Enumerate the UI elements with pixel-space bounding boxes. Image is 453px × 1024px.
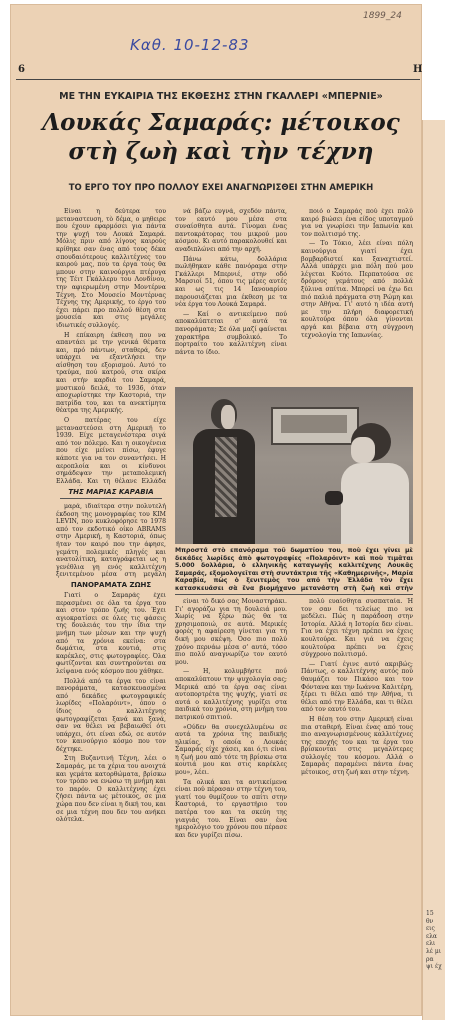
article-column-2 [175,208,287,385]
article-column-1-lower [56,592,166,1004]
adjacent-strip-text: 15 θν εις ελα ελι λέ μι ρα ψι έχ [426,910,442,971]
paragraph: νά βάζω ευγνά, σχεδόν πάντα, τον εαυτό μου μέσα στα συναίσθητα αυτά. Γίνομαι ένας παντοκράτορας του μικρού μου κόσμου. Κι αυτό παρακολουθεί και αναδιπλώνει από την αρχή. [175,208,287,253]
paragraph: «Ούδεν θα συνεχελλυμένω σε αυτά τα χρόνια της παιδικής ηλικίας, η οποία ο Λουκάς Σαμαράς είχε χάσει, και ό,τι είναι η ζωή μου από τότε τη βρίσκω στα κουτιά μου και στις καρέκλες μου», λέει. [175,723,287,777]
headline [22,108,420,166]
subhead: ΤΟ ΕΡΓΟ ΤΟΥ ΠΡΟ ΠΟΛΛΟΥ ΕΧΕΙ ΑΝΑΓΝΩΡΙΣΘΕΙ ΣΤΗΝ ΑΜΕΡΙΚΗ [68,183,374,193]
paragraph: Στη Βυζαντινή Τέχνη, λέει ο Σαμαράς, με τα χέρια του ανοιχτά και γεμάτα κατορθώματα, βρίσκω τον τρόπο να ενώσω τη μνήμη και το παρόν. Ο καλλιτέχνης έχει ζήσει πάντα ως μέτοικος, σε μια χώρα που δεν είναι η δική του, και σε μια τέχνη που δεν του ανήκει ολότελα. [56,755,166,824]
paragraph: Τα ολικά και τα αντικείμενα είναι πού πέρασαν στην τέχνη του, γιατί του θυμίζουν το σπίτι στην Καστοριά, το εργαστήριο του πατέρα του και τα σκεύη της γιαγιάς του. Είναι σαν ένα ημερολόγιο του χρόνου που πέρασε και δεν γυρίζει πίσω. [175,778,287,839]
paragraph: πολύ ευαίσθητα συσπαταία. Ή τον σαν δει τελείως πιο να μεδέλει. Πώς η παράδοση στην Ιστορία. Αλλά η Ιστορία δεν είναι. Για να έχει τέχνη πρέπει να έχεις κουλτούρα. Και γιά να έχεις κουλτούρα πρέπει να έχεις σύγχρονο πολιτισμό. [301,598,413,659]
article-column-3 [301,208,413,385]
handwritten-reference: 1899_24 [363,11,402,21]
caption-rule [175,594,413,595]
paragraph: Πολλά από τα έργα του είναι πανοράματα, κατασκευασμένα από δεκάδες φωτογραφικές λωρίδες «Πολαρόιντ», όπου ο ίδιος ο καλλιτέχνης φωτογραφίζεται ξανά και ξανά, σαν να θέλει να βεβαιωθεί ότι υπάρχει, ότι είναι εδώ, σε αυτόν τον καινούργιο κόσμο που τον δέχτηκε. [56,677,166,753]
section-heading: ΠΑΝΟΡΑΜΑΤΑ ΖΩΗΣ [70,581,152,589]
handwritten-date: Καθ. 10-12-83 [130,36,250,54]
byline: ΤΗΣ ΜΑΡΙΑΣ ΚΑΡΑΒΙΑ [68,488,154,496]
plaid-shirt [215,437,237,517]
byline-rule [60,498,162,499]
paragraph: είναι τὸ δικό σας Μοναστηράκι. Γι' αγοράζω για τη δουλειά μου. Χωρίς να ξέρω πώς θα τα χρησιμοποιώ, σε αυτά. Μερικές φορές η αφαίρεση γίνεται για τη δική μου σκέψη. Όσο πιο πολύ χρόνο περνάω μέσα σ' αυτά, τόσο πιο πολύ αναγνωρίζω τον εαυτό μου. [175,598,287,666]
headline-line-1: Λουκάς Σαμαράς: μέτοικος [42,109,400,136]
page-number: 6 [18,64,25,75]
article-column-1-continued [56,503,166,579]
paragraph: — Καί ο αντικείμενο πού αποκαλύπτεται σ' αυτά τα πανοράματα; Σε όλα μαζί φαίνεται χαρακτήρα συμβολικό. Το πορτραίτο του καλλιτέχνη είναι πάντα το ίδιο. [175,310,287,356]
page-edge-letter: Η [413,64,423,75]
wall-artwork [271,407,359,445]
journalist-figure [341,463,409,544]
paragraph: Πάνω κάτω, δολλάρια πωλήθηκαν κάθε πανόραμα στην Γκάλλερι Μπερνιέ, στην οδό Μαρσιοί 51, όπου τις μέρες αυτές και ως τις 14 Ιανουαρίου παρουσιάζεται μια έκθεση με τα νέα έργα του Λουκά Σαμαρά. [175,255,287,309]
adjacent-clipping-strip [422,120,445,1020]
paragraph: ποιό ο Σαμαράς πού έχει πολύ καιρό βιώσει ένα είδος υποταγμού για να γνωρίσει την Ιαπωνία και τον πολιτισμό της. [301,208,413,238]
paragraph: μαρά, ιδιαίτερα στην πολυτελή έκδοση της μονογραφίας του ΚΙΜ LEVIN, που κυκλοφόρησε το 1978 από τον εκδοτικό οίκο ABRAMS στην Αμερική, η Καστοριά, όπως ήταν τον καιρό που την άφησε, γεμάτη πολεμικές πληγές και ανατολίτικη, καταγράφεται ως η γενέθλια γη ενός καλλιτέχνη ξενιτεμένου μέσα στη μεγάλη [56,503,166,579]
article-column-1 [56,208,166,486]
paragraph: Είναι η δεύτερα του μεταναστευση, τὸ δέμα, ο μηθειρε που έχουν εφαρμόσει για πάντα την ψυχή του Λουκά Σαμαρά. Μόλις πριν από λίγους καιρούς κρίθηκε σαν ένας από τους δέκα σπουδαιότερους καλλιτέχνες του καιρού μας, που τα έργα τους θα μπουν στην καινούργια πτέρυγα της Τέιτ Γκάλλερυ του Λονδίνου, την αφιερωμένη στην Μοντέρνα Τέχνη. Στο Μουσείο Μοντέρνας Τέχνης της Αμερικής, το έργο του έχει πάρει προ πολλού θέση στα μουσεία και στις μεγάλες ιδιωτικές συλλογές. [56,208,166,329]
paragraph: — Γιατί έγινε αυτό ακριβώς; Πάντως, ο καλλιτέχνης αυτός πού θαυμάζει τον Πικάσο και τον Φόντανα και την Ιωάννα Καλιτέρη, ξέρει τι θέλει από την Αθήνα, τι θέλει από την Ελλάδα, και τι θέλει από τον εαυτό του. [301,660,413,714]
paragraph: Η επίκαιρη έκθεση που να απαντάει με την γενικά θέματα και, πρό πάντων, σταθερά, δεν υπάρχει να εξαντλήσει την αίσθηση του εξορισμού. Αυτό το τραύμα, πού κατρού, στα σκίρα και στήν καρδιά του Σαμαρά, μυστικού δειλά, το 1936, όταν αποχωρίστηκε την Καστοριά, την πατρίδα του, και τα ανεκτίμητα θέατρα της Αμερικής. [56,331,166,415]
paragraph: Γιατί ο Σαμαράς έχει περασμένει σε όλα τα έργα του και στον τρόπο ζωής του. Έχει αγιοκρατίσει σε όλες τις φάσεις της δουλειάς του την ίδια την μνήμη των μέσων και την ψυχή από τα χρόνια εκείνα: στα δωμάτια, στα κουτιά, στις καρέκλες, στις φωτογραφίες. Όλα φωτίζονται και συντηρούνται σα λείψανα ενός κόσμου που χάθηκε. [56,592,166,675]
article-photo [175,387,413,544]
headline-line-2: στὴ ζωὴ καὶ τὴν τέχνη [68,138,374,165]
header-rule [16,79,420,80]
article-column-3-lower [301,598,413,1004]
kicker: ΜΕ ΤΗΝ ΕΥΚΑΙΡΙΑ ΤΗΣ ΕΚΘΕΣΗΣ ΣΤΗΝ ΓΚΑΛΛΕΡΙ «ΜΠΕΡΝΙΕ» [59,91,383,102]
paragraph: — Το Τόκιο, λέει είναι πόλη καινούργια γιατί έχει βομβαρδιστεί και ξαναχτιστεί. Αλλά υπάρχει μια πόλη πού μου λέγεται Κυότο. Περπατούσα σε δρόμους γεμάτους από πολλά ξύλινα σπίτια. Μπορεί να έχω δει πιό παλιά πράγματα στη Ρώμη και στην Αθήνα. Γι' αυτό η ιδέα αυτή με την πλήρη διαφορετική κουλτούρα όπου όλα γίνονται αργά και βέβαια στη σύγχρονη τεχνολογία της Ιαπωνίας. [301,240,413,339]
tape-recorder [325,491,343,505]
artist-face [221,405,235,429]
article-column-2-lower [175,598,287,1004]
photo-caption: Μπροστά στὸ επανόραμα τοῦ δωματίου του, ποὺ έχει γίνει μὲ δεκάδες λωρίδες ἀπὸ φωτογραφίες «Πολαρόιντ» καὶ ποὺ τιμᾶται 5.000 δολλάρια, ὁ ελληνικῆς καταγωγῆς καλλιτέχνης Λουκᾶς Σαμαράς, εξομολογεῖται στὴ συντάκτρια τῆς «Καθημερινῆς», Μαρία Καραβία, πὼς ὁ ξενιτεμὸς του από τὴν Ἑλλάδα τὸν ἔχει κατασκευάσει σὰ ἕνα βιομήχανο μετανάστη στὴ ζωὴ καὶ στὴν [175,547,413,592]
journalist-face [351,437,375,463]
paragraph: Ο πατέρας του είχε μεταναστεύσει στη Αμερική το 1939. Είχε μεταγενέστερα σιγά από τον πόλεμο. Και η οικογένεια που είχε μείνει πίσω, έφυγε κάποτε για να τον συναντήσει. Η αεροπλοία και οι κίνδυνοι σημάδεψαν την μεταπολεμική Ελλάδα. Και τη θέλανε Ελλάδα [56,417,166,485]
paragraph: Η θέση του στην Αμερική είναι πια σταθερή. Είναι ένας από τους πιο αναγνωρισμένους καλλιτέχνες της εποχής του και τα έργα του βρίσκονται στις μεγαλύτερες συλλογές του κόσμου. Αλλά ο Σαμαράς παραμένει πάντα ένας μέτοικος, στη ζωή και στην τέχνη. [301,715,413,777]
paragraph: — Η, κολυμβήστε πού αποκαλύπτουν την ψυχολογία σας; Μερικά από τα έργα σας είναι αυτοπορτρέτα της ψυχής, γιατί σε αυτά ο καλλιτέχνης γυρίζει στα παιδικά του χρόνια, στη μνήμη του πατρικού σπιτιού. [175,668,287,721]
